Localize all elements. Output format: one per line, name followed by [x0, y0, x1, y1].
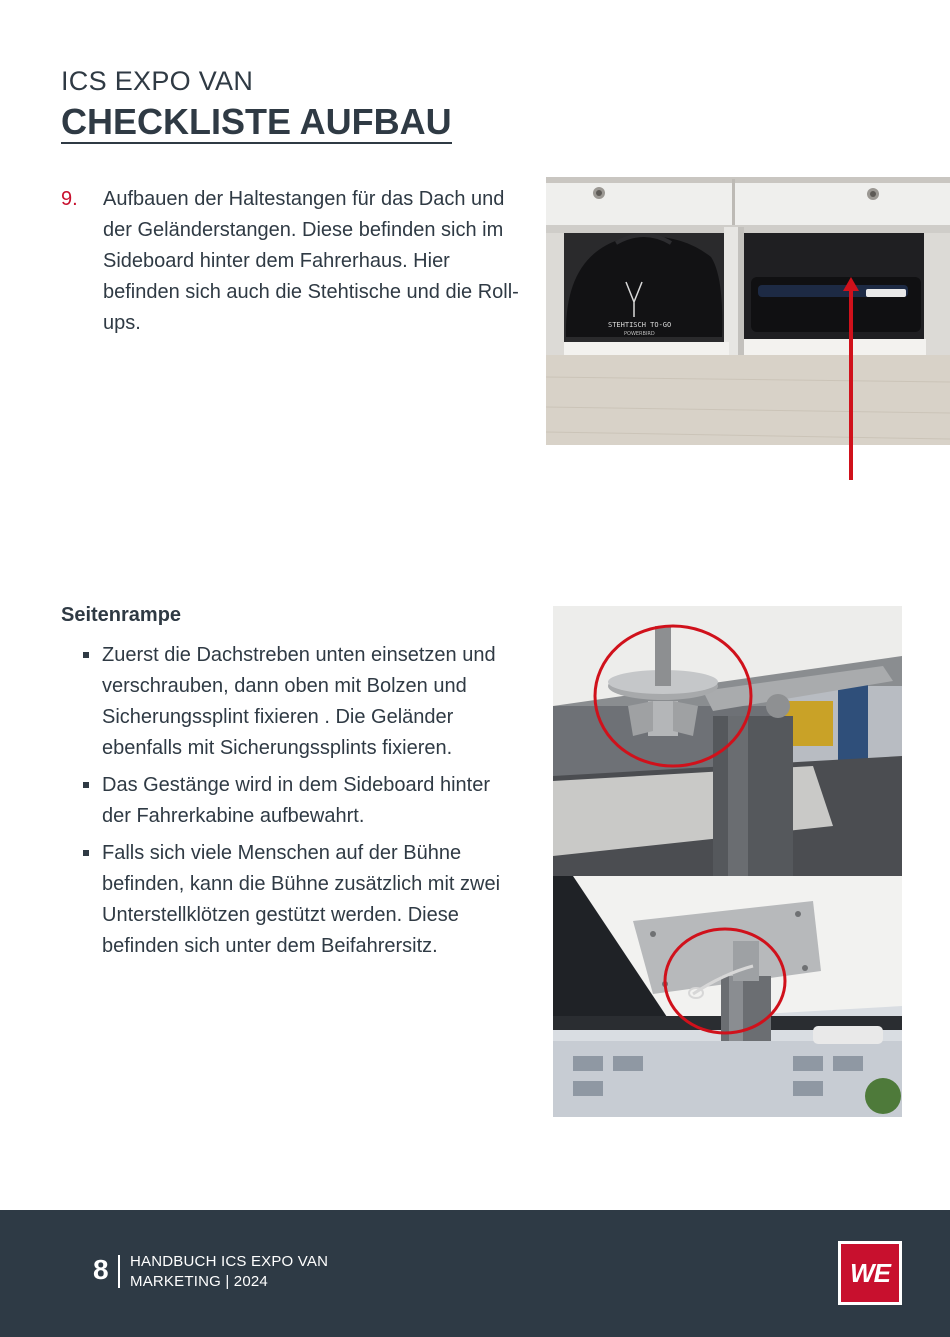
bag-label: STEHTISCH TO-GO	[608, 321, 672, 329]
page-number: 8	[93, 1254, 109, 1285]
bag-sublabel: POWERBIRD	[624, 331, 655, 337]
footer-document-title: HANDBUCH ICS EXPO VAN	[130, 1253, 329, 1270]
list-item: Falls sich viele Menschen auf der Bühne befinden, kann die Bühne zusätzlich mit zwei Unterstellklötzen gestützt werden. Diese befinden sich unter dem Beifahrersitz.	[80, 838, 520, 962]
wingnut-photo	[553, 606, 902, 876]
we-logo	[838, 1241, 902, 1305]
bullet-list	[80, 640, 520, 968]
bullet-icon	[83, 850, 89, 856]
step-number: 9.	[61, 188, 78, 210]
bullet-icon	[83, 652, 89, 658]
logo-text: WE	[850, 1258, 890, 1288]
pin-photo	[553, 876, 902, 1117]
section-heading: Seitenrampe	[61, 604, 182, 626]
document-subtitle: ICS EXPO VAN	[61, 66, 254, 96]
red-arrow-tail	[849, 445, 853, 480]
bullet-icon	[83, 782, 89, 788]
list-item: Das Gestänge wird in dem Sideboard hinter der Fahrerkabine aufbewahrt.	[80, 770, 520, 832]
step-text: Aufbauen der Haltestangen für das Dach und der Geländerstangen. Diese befinden sich im Sideboard hinter dem Fahrerhaus. Hier befinden sich auch die Stehtische und die Roll-ups.	[103, 188, 519, 334]
footer-divider	[118, 1255, 120, 1288]
list-item: Zuerst die Dachstreben unten einsetzen und verschrauben, dann oben mit Bolzen und Sicherungssplint fixieren . Die Geländer ebenfalls mit Sicherungssplints fixieren.	[80, 640, 520, 764]
footer-department-year: MARKETING | 2024	[130, 1273, 268, 1290]
page-title: CHECKLISTE AUFBAU	[61, 101, 452, 142]
sideboard-photo	[546, 177, 950, 445]
